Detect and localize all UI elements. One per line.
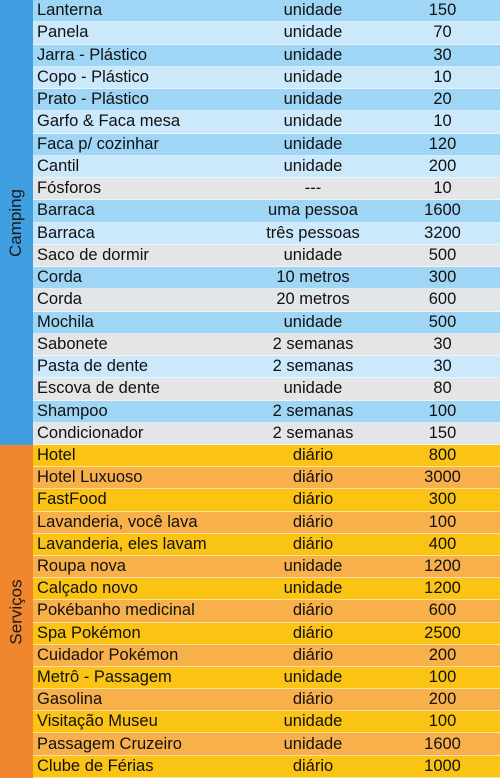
- table-row: [33, 489, 500, 511]
- item-name: Shampoo: [37, 401, 108, 420]
- item-unit: unidade: [283, 45, 343, 64]
- item-unit: 2 semanas: [272, 334, 354, 353]
- item-name: Pokébanho medicinal: [37, 601, 195, 620]
- item-unit: 2 semanas: [272, 423, 354, 442]
- table-row: [33, 756, 500, 778]
- item-unit: 10 metros: [276, 268, 350, 287]
- item-price: 200: [428, 645, 457, 664]
- item-unit: unidade: [283, 579, 343, 598]
- table-row: [33, 89, 500, 111]
- item-unit: 20 metros: [276, 290, 350, 309]
- item-price: 500: [428, 312, 457, 331]
- item-price: 200: [428, 156, 457, 175]
- item-name: Cantil: [37, 156, 80, 175]
- services-rows: [33, 445, 500, 778]
- table-row: [33, 289, 500, 311]
- item-name: Copo - Plástico: [37, 67, 149, 86]
- item-unit: unidade: [283, 734, 343, 753]
- item-unit: unidade: [283, 112, 343, 131]
- table-row: [33, 22, 500, 44]
- item-unit: diário: [292, 690, 334, 709]
- table-row: [33, 401, 500, 423]
- item-unit: diário: [292, 468, 334, 487]
- item-price: 3200: [424, 223, 461, 242]
- item-price: 70: [433, 23, 452, 42]
- item-name: Lavanderia, você lava: [37, 512, 198, 531]
- item-unit: diário: [292, 756, 334, 775]
- section-label-text: Serviços: [6, 578, 26, 645]
- item-price: 10: [433, 179, 452, 198]
- item-price: 10: [433, 112, 452, 131]
- table-row: [33, 134, 500, 156]
- item-name: Clube de Férias: [37, 756, 154, 775]
- item-name: Garfo & Faca mesa: [37, 112, 181, 131]
- item-price: 300: [428, 268, 457, 287]
- item-price: 150: [428, 423, 457, 442]
- item-unit: 2 semanas: [272, 357, 354, 376]
- item-price: 100: [428, 401, 457, 420]
- table-row: [33, 467, 500, 489]
- section-label-camping: [0, 0, 33, 445]
- table-row: [33, 645, 500, 667]
- item-unit: unidade: [283, 667, 343, 686]
- item-name: Mochila: [37, 312, 94, 331]
- table-row: [33, 556, 500, 578]
- item-price: 150: [428, 1, 457, 20]
- item-price: 1200: [424, 557, 461, 576]
- table-row: [33, 111, 500, 133]
- table-row: [33, 67, 500, 89]
- item-name: Jarra - Plástico: [37, 45, 148, 64]
- item-price: 200: [428, 690, 457, 709]
- item-name: Escova de dente: [37, 379, 160, 398]
- item-price: 400: [428, 534, 457, 553]
- item-unit: unidade: [283, 379, 343, 398]
- table-row: [33, 312, 500, 334]
- table-row: [33, 223, 500, 245]
- item-name: Roupa nova: [37, 557, 126, 576]
- item-unit: diário: [292, 446, 334, 465]
- item-price: 100: [428, 712, 457, 731]
- item-price: 30: [433, 45, 452, 64]
- table-row: [33, 445, 500, 467]
- item-price: 300: [428, 490, 457, 509]
- item-name: Gasolina: [37, 690, 103, 709]
- table-row: [33, 0, 500, 22]
- table-row: [33, 45, 500, 67]
- table-row: [33, 178, 500, 200]
- item-name: Metrô - Passagem: [37, 667, 172, 686]
- item-name: Hotel Luxuoso: [37, 468, 143, 487]
- table-row: [33, 378, 500, 400]
- item-unit: diário: [292, 512, 334, 531]
- table-row: [33, 356, 500, 378]
- item-name: Saco de dormir: [37, 245, 149, 264]
- item-unit: uma pessoa: [268, 201, 358, 220]
- table-row: [33, 600, 500, 622]
- table-row: [33, 667, 500, 689]
- section-services: [0, 445, 500, 778]
- table-row: [33, 200, 500, 222]
- item-name: Hotel: [37, 446, 76, 465]
- table-row: [33, 623, 500, 645]
- item-unit: unidade: [283, 156, 343, 175]
- table-row: [33, 689, 500, 711]
- item-price: 600: [428, 290, 457, 309]
- item-unit: unidade: [283, 557, 343, 576]
- table-row: [33, 156, 500, 178]
- item-name: Lavanderia, eles lavam: [37, 534, 207, 553]
- item-name: Condicionador: [37, 423, 144, 442]
- item-unit: unidade: [283, 245, 343, 264]
- item-unit: diário: [292, 534, 334, 553]
- item-name: Corda: [37, 290, 82, 309]
- item-price: 3000: [424, 468, 461, 487]
- item-unit: unidade: [283, 1, 343, 20]
- item-name: Pasta de dente: [37, 357, 149, 376]
- item-unit: ---: [304, 179, 322, 198]
- item-unit: diário: [292, 623, 334, 642]
- item-unit: unidade: [283, 90, 343, 109]
- item-price: 20: [433, 90, 452, 109]
- item-price: 1600: [424, 201, 461, 220]
- item-name: Visitação Museu: [37, 712, 158, 731]
- table-row: [33, 267, 500, 289]
- item-name: Panela: [37, 23, 89, 42]
- table-row: [33, 711, 500, 733]
- item-name: Prato - Plástico: [37, 90, 149, 109]
- item-unit: unidade: [283, 134, 343, 153]
- table-row: [33, 512, 500, 534]
- item-price: 120: [428, 134, 457, 153]
- item-price: 30: [433, 334, 452, 353]
- table-row: [33, 733, 500, 755]
- item-unit: unidade: [283, 712, 343, 731]
- item-unit: unidade: [283, 312, 343, 331]
- item-unit: diário: [292, 490, 334, 509]
- item-name: Corda: [37, 268, 82, 287]
- item-price: 2500: [424, 623, 461, 642]
- item-name: Faca p/ cozinhar: [37, 134, 159, 153]
- item-name: Fósforos: [37, 179, 102, 198]
- item-unit: unidade: [283, 23, 343, 42]
- item-price: 1000: [424, 756, 461, 775]
- table-row: [33, 334, 500, 356]
- item-price: 100: [428, 667, 457, 686]
- item-name: Spa Pokémon: [37, 623, 141, 642]
- item-price: 10: [433, 67, 452, 86]
- table-row: [33, 423, 500, 445]
- section-label-text: Camping: [6, 188, 26, 257]
- item-name: Sabonete: [37, 334, 108, 353]
- item-name: Calçado novo: [37, 579, 138, 598]
- item-price: 800: [428, 446, 457, 465]
- item-unit: diário: [292, 601, 334, 620]
- item-name: Passagem Cruzeiro: [37, 734, 182, 753]
- item-price: 100: [428, 512, 457, 531]
- item-unit: unidade: [283, 67, 343, 86]
- table-row: [33, 578, 500, 600]
- item-name: Barraca: [37, 223, 95, 242]
- table-row: [33, 245, 500, 267]
- camping-rows: [33, 0, 500, 445]
- item-price: 1200: [424, 579, 461, 598]
- item-name: FastFood: [37, 490, 107, 509]
- item-unit: 2 semanas: [272, 401, 354, 420]
- item-name: Cuidador Pokémon: [37, 645, 179, 664]
- item-name: Barraca: [37, 201, 95, 220]
- item-price: 600: [428, 601, 457, 620]
- item-price: 500: [428, 245, 457, 264]
- item-price: 80: [433, 379, 452, 398]
- table-row: [33, 534, 500, 556]
- item-name: Lanterna: [37, 1, 103, 20]
- item-price: 30: [433, 357, 452, 376]
- section-label-services: [0, 445, 33, 778]
- item-price: 1600: [424, 734, 461, 753]
- item-unit: diário: [292, 645, 334, 664]
- item-unit: três pessoas: [266, 223, 360, 242]
